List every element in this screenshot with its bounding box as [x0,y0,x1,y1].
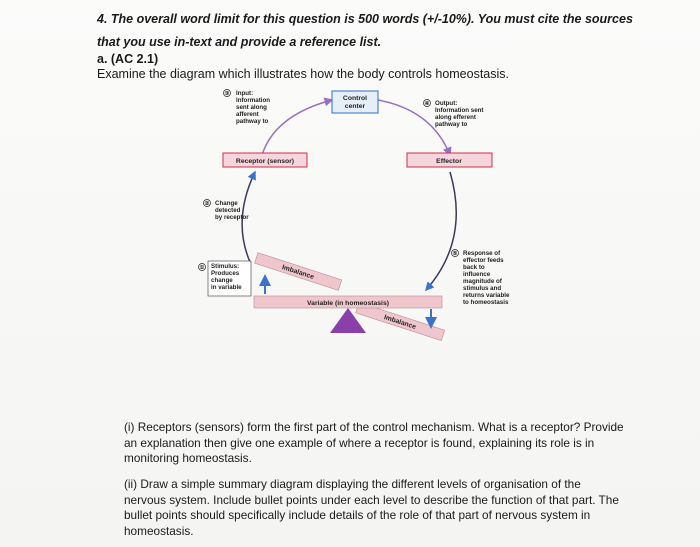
step1-line-3: change [211,277,233,284]
effector-label: Effector [436,158,462,165]
step5-line-5: magnitude of [463,278,502,285]
prompt-i: (i) Receptors (sensors) form the first part of the control mechanism. What is a receptor? Provide an explanation then give one example of where a receptor is found, explaining its role is in monitoring homeostasis. [124,420,624,465]
imbalance-left-label: Imbalance [280,264,315,281]
step4-number: ④ [424,101,430,107]
control-center-label-1: Control [342,95,368,102]
loop-arrow-effector-to-variable [426,172,456,290]
step1-number: ① [199,265,205,271]
step1-line-2: Produces [211,270,240,277]
step4-line-1: Output: [435,100,458,107]
step1-line-4: in variable [211,284,242,291]
step4-line-4: pathway to [435,121,468,128]
question-header: 4. The overall word limit for this question is 500 words (+/-10%). You must cite the sources that you use in-text and provide a reference list. [97,12,633,49]
step4-line-2: Information sent [435,107,484,114]
step3-line-1: Input: [236,90,254,97]
instruction-text: Examine the diagram which illustrates how the body controls homeostasis. [97,67,510,81]
step5-line-3: back to [463,264,485,271]
step5-line-2: effector feeds [463,257,504,264]
step2-line-1: Change [215,200,238,207]
receptor-label: Receptor (sensor) [235,158,295,165]
step3-line-2: Information [236,97,271,104]
step3-line-3: sent along [236,104,267,111]
loop-arrow-receptor-to-control [262,100,332,155]
part-a-label: a. (AC 2.1) [97,52,159,66]
control-center-label-2: center [344,103,366,110]
step5-line-1: Response of [463,250,501,257]
step5-line-6: stimulus and [463,285,502,292]
step2-line-2: detected [215,207,241,214]
step5-number: ⑤ [452,251,458,257]
step5-line-8: to homeostasis [463,299,509,306]
step1-line-1: Stimulus: [211,263,240,270]
step3-line-5: pathway to [236,118,269,125]
step2-number: ② [204,201,210,207]
step5-line-7: returns variable [463,292,510,299]
step4-line-3: along efferent [435,114,476,121]
imbalance-plank-left [255,253,342,291]
variable-label: Variable (in homeostasis) [307,300,389,307]
prompt-ii: (ii) Draw a simple summary diagram displaying the different levels of organisation of the nervous system. Include bullet points under each level to describe the function of that part. The bullet points should specifically include details of the role of that part of nervous system in homeostasis. [124,477,619,538]
step5-line-4: influence [463,271,491,278]
imbalance-right-label: Imbalance [382,314,417,331]
step3-number: ③ [224,91,230,97]
step2-line-3: by receptor [215,214,249,221]
step3-line-4: afferent [236,111,259,118]
